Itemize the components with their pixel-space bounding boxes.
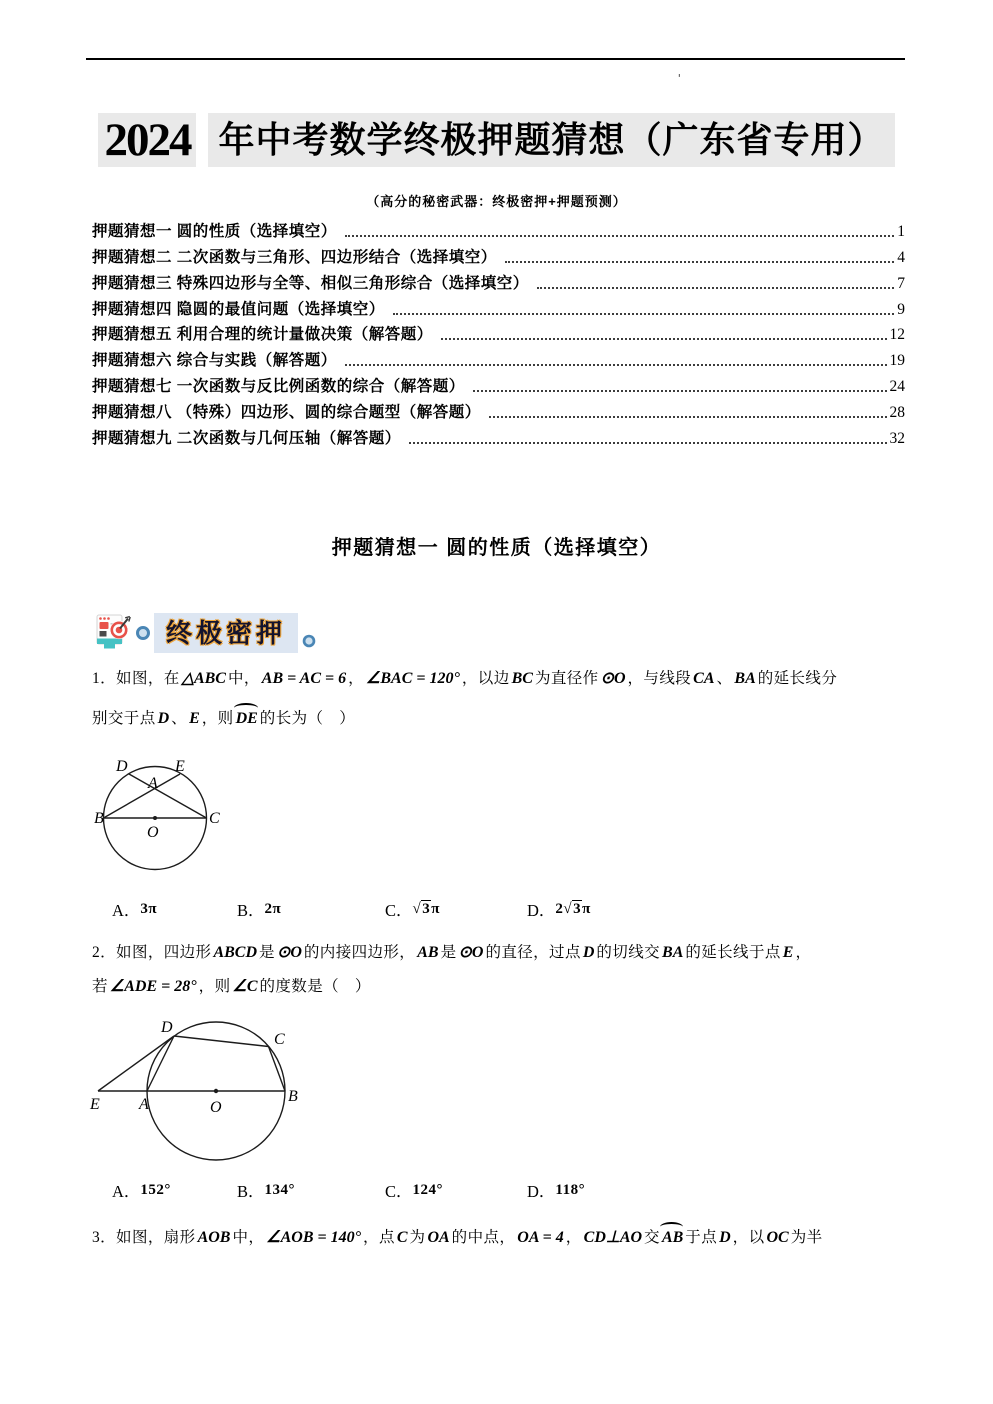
- q2-text: 的切线交: [596, 944, 661, 961]
- point-label-E: E: [90, 1096, 100, 1113]
- q1-text: ，: [348, 670, 365, 687]
- toc-entry-label: 押题猜想二 二次函数与三角形、四边形结合（选择填空）: [92, 248, 497, 266]
- q1-math: ∠BAC = 120°: [366, 670, 460, 687]
- q1-math: BC: [511, 670, 533, 687]
- badge-label: 终极密押: [154, 613, 298, 653]
- question-1-options: [92, 897, 812, 925]
- table-of-contents: [92, 215, 905, 448]
- toc-page-number: 4: [897, 248, 905, 266]
- option-letter: C．: [385, 901, 413, 920]
- ornament-dot-icon: [303, 635, 316, 648]
- q1-text: 、: [716, 670, 733, 687]
- q2-text: 的内接四边形，: [303, 944, 416, 961]
- q2-text: 的延长线于点: [685, 944, 781, 961]
- option-a[interactable]: [112, 897, 157, 921]
- q1-text: 中，: [227, 670, 260, 687]
- point-label-C: C: [274, 1031, 285, 1048]
- toc-entry-4[interactable]: [92, 293, 905, 319]
- q2-math: E: [782, 944, 794, 961]
- title-text: 年中考数学终极押题猜想（广东省专用）: [208, 113, 894, 167]
- q2-math: ABCD: [213, 944, 258, 961]
- option-c[interactable]: [385, 1178, 443, 1202]
- option-letter: A．: [112, 901, 141, 920]
- question-2-options: [92, 1178, 812, 1206]
- q2-math: AB: [417, 944, 439, 961]
- option-value: √3π: [412, 901, 440, 917]
- q2-text: 的直径，过点: [485, 944, 581, 961]
- option-letter: B．: [237, 1182, 265, 1201]
- option-d[interactable]: [527, 1178, 585, 1202]
- q1-text: 1．如图，在: [92, 670, 180, 687]
- q3-math: CD⊥AO: [583, 1229, 643, 1246]
- q3-math: C: [396, 1229, 408, 1246]
- toc-dot-leader: [473, 390, 887, 392]
- q1-math: E: [189, 710, 200, 727]
- toc-page-number: 32: [889, 430, 905, 448]
- q1-math: ⊙O: [600, 670, 626, 687]
- ultimate-prediction-badge: [96, 612, 320, 654]
- point-label-C: C: [209, 810, 220, 827]
- section-heading: 押题猜想一 圆的性质（选择填空）: [331, 537, 662, 559]
- point-label-D: D: [116, 758, 128, 775]
- q2-math: ⊙O: [276, 944, 302, 961]
- option-letter: C．: [385, 1182, 413, 1201]
- q3-text: ，以: [732, 1229, 765, 1246]
- header-divider: [86, 58, 905, 60]
- q2-math: BA: [662, 944, 684, 961]
- q1-text: ，与线段: [627, 670, 692, 687]
- toc-entry-label: 押题猜想三 特殊四边形与全等、相似三角形综合（选择填空）: [92, 274, 529, 292]
- toc-entry-label: 押题猜想五 利用合理的统计量做决策（解答题）: [92, 326, 433, 344]
- question-3-line-1: [92, 1227, 952, 1249]
- toc-entry-7[interactable]: [92, 370, 905, 396]
- toc-entry-label: 押题猜想六 综合与实践（解答题）: [92, 352, 337, 370]
- option-c[interactable]: [385, 897, 440, 921]
- point-label-A: A: [148, 775, 158, 792]
- q2-text: 是: [440, 944, 457, 961]
- toc-entry-3[interactable]: [92, 267, 905, 293]
- toc-entry-label: 押题猜想九 二次函数与几何压轴（解答题）: [92, 430, 401, 448]
- q1-math: △ABC: [181, 670, 226, 687]
- q2-text: 2．如图，四边形: [92, 944, 212, 961]
- question-2-line-1: [92, 942, 952, 964]
- option-value: 134°: [264, 1182, 296, 1198]
- q1-text: 为直径作: [534, 670, 599, 687]
- toc-entry-label: 押题猜想四 隐圆的最值问题（选择填空）: [92, 300, 385, 318]
- toc-page-number: 9: [897, 300, 905, 318]
- q1-math: BA: [734, 670, 756, 687]
- question-1-line-2: [92, 708, 952, 730]
- option-value: 3π: [140, 901, 158, 917]
- q2-text: 是: [259, 944, 275, 961]
- q1-text: 的延长线分: [757, 670, 838, 687]
- toc-dot-leader: [537, 287, 894, 289]
- q3-math: ∠AOB = 140°: [266, 1229, 362, 1246]
- option-letter: A．: [112, 1182, 141, 1201]
- toc-dot-leader: [345, 235, 894, 237]
- toc-entry-label: 押题猜想八 （特殊）四边形、圆的综合题型（解答题）: [92, 404, 481, 422]
- circle-diagram-q2: [88, 1013, 306, 1168]
- document-title: [0, 113, 993, 167]
- q3-math: D: [719, 1229, 731, 1246]
- toc-entry-label: 押题猜想一 圆的性质（选择填空）: [92, 222, 337, 240]
- q1-text: ，以边: [461, 670, 510, 687]
- toc-dot-leader: [489, 416, 887, 418]
- q3-math: OA: [427, 1229, 450, 1246]
- q2-math: ⊙O: [458, 944, 484, 961]
- q1-text: 、: [171, 710, 188, 727]
- toc-dot-leader: [345, 364, 887, 366]
- option-a[interactable]: [112, 1178, 171, 1202]
- option-b[interactable]: [237, 1178, 295, 1202]
- toc-page-number: 12: [889, 326, 905, 344]
- point-label-O: O: [147, 824, 159, 841]
- stray-tick-mark: ': [676, 72, 683, 85]
- toc-page-number: 1: [897, 222, 905, 240]
- toc-entry-6[interactable]: [92, 344, 905, 370]
- q1-arc-DE: DE: [234, 708, 260, 730]
- q2-text: 的度数是（ ）: [259, 978, 371, 995]
- q2-math: D: [582, 944, 595, 961]
- point-label-B: B: [288, 1088, 298, 1105]
- q3-text: 为半: [790, 1229, 823, 1246]
- q2-math: ∠ADE = 28°: [109, 978, 197, 995]
- document-subtitle: （高分的秘密武器：终极密押+押题预测）: [366, 194, 627, 209]
- toc-page-number: 7: [897, 274, 905, 292]
- toc-entry-8[interactable]: [92, 396, 905, 422]
- q3-text: ，: [565, 1229, 582, 1246]
- question-2-line-2: [92, 976, 952, 998]
- point-label-B: B: [94, 810, 104, 827]
- q2-text: ，: [795, 944, 812, 961]
- q3-math: OA = 4: [517, 1229, 564, 1246]
- q2-math: ∠C: [232, 978, 258, 995]
- toc-dot-leader: [441, 338, 887, 340]
- option-value: 124°: [412, 1182, 444, 1198]
- option-d[interactable]: [527, 897, 591, 921]
- q3-text: 于点: [685, 1229, 718, 1246]
- q3-text: ，点: [363, 1229, 395, 1246]
- q2-text: ，则: [198, 978, 231, 995]
- option-letter: D．: [527, 1182, 556, 1201]
- title-year: 2024: [98, 113, 196, 167]
- option-value: 118°: [555, 1182, 586, 1198]
- toc-dot-leader: [505, 261, 894, 263]
- option-value: 152°: [140, 1182, 171, 1198]
- option-b[interactable]: [237, 897, 281, 921]
- point-label-D: D: [161, 1019, 173, 1036]
- toc-dot-leader: [393, 313, 894, 315]
- question-1-line-1: [92, 668, 952, 690]
- toc-page-number: 24: [889, 378, 905, 396]
- q1-math: AB = AC = 6: [261, 670, 347, 687]
- option-letter: D．: [527, 901, 556, 920]
- q1-text: ，则: [201, 710, 234, 727]
- q3-text: 交: [644, 1229, 660, 1246]
- point-label-E: E: [175, 758, 185, 775]
- q3-math: OC: [766, 1229, 789, 1246]
- q2-text: 若: [92, 978, 108, 995]
- option-letter: B．: [237, 901, 265, 920]
- q3-text: 为: [409, 1229, 426, 1246]
- q3-math: AOB: [197, 1229, 231, 1246]
- toc-entry-label: 押题猜想七 一次函数与反比例函数的综合（解答题）: [92, 378, 465, 396]
- option-value: 2√3π: [555, 901, 591, 917]
- q3-text: 的中点，: [451, 1229, 516, 1246]
- q1-math: D: [157, 710, 170, 727]
- q3-arc-AB: AB: [660, 1227, 685, 1249]
- toc-dot-leader: [409, 442, 887, 444]
- option-value: 2π: [264, 901, 282, 917]
- q3-text: 中，: [232, 1229, 265, 1246]
- point-label-O: O: [210, 1099, 222, 1116]
- dartboard-window-icon: [96, 612, 132, 654]
- circle-diagram-q1: [94, 751, 269, 879]
- q1-text: 的长为（ ）: [259, 710, 356, 727]
- toc-entry-1[interactable]: [92, 215, 905, 241]
- toc-entry-5[interactable]: [92, 319, 905, 345]
- q1-text: 别交于点: [92, 710, 156, 727]
- toc-entry-2[interactable]: [92, 241, 905, 267]
- q1-math: CA: [693, 670, 715, 687]
- toc-page-number: 19: [889, 352, 905, 370]
- toc-page-number: 28: [889, 404, 905, 422]
- toc-entry-9[interactable]: [92, 422, 905, 448]
- q3-text: 3．如图，扇形: [92, 1229, 196, 1246]
- point-label-A: A: [139, 1096, 149, 1113]
- ornament-dot-icon: [136, 626, 150, 640]
